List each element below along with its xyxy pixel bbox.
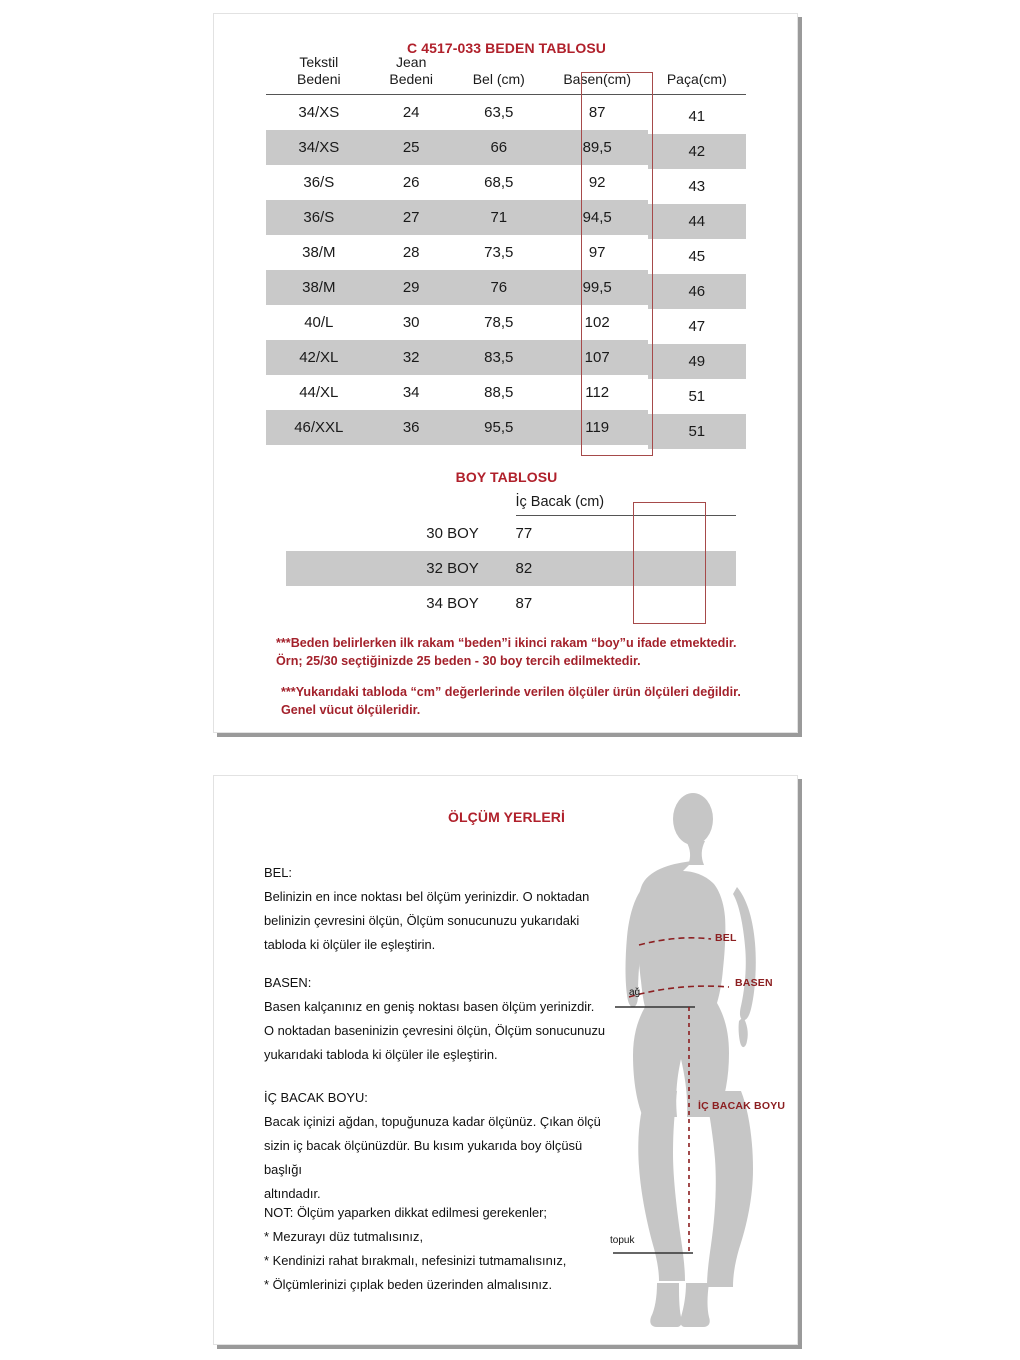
table-row (266, 130, 746, 165)
basen-heading: BASEN: (264, 975, 312, 990)
cell-ic-bacak: 87 (515, 595, 533, 612)
cell-bel: 78,5 (484, 314, 514, 332)
table-row (286, 516, 736, 552)
cell-bel: 73,5 (484, 244, 514, 262)
boy-table-title: BOY TABLOSU (455, 469, 558, 485)
header-jean-bedeni (372, 52, 451, 95)
note-line-3: * Kendinizi rahat bırakmalı, nefesinizi tutmamalısınız, (264, 1252, 567, 1268)
ic-bacak-line-1: Bacak içinizi ağdan, topuğunuza kadar ölçünüz. Çıkan ölçü (264, 1113, 601, 1129)
cell-bel: 71 (451, 200, 547, 235)
cell-basen: 107 (547, 340, 648, 375)
measurement-guide-card (213, 775, 798, 1345)
cell-paca: 46 (648, 274, 746, 309)
cell-jean: 28 (402, 244, 420, 262)
cell-basen: 89,5 (547, 130, 648, 165)
cell-ic-bacak: 82 (516, 551, 737, 586)
ic-bacak-heading: İÇ BACAK BOYU: (264, 1090, 368, 1105)
cell-basen: 99,5 (547, 270, 648, 305)
note-line-2: * Mezurayı düz tutmalısınız, (264, 1228, 424, 1244)
cell-paca: 41 (688, 108, 706, 126)
cell-tekstil: 46/XXL (266, 410, 372, 445)
ic-bacak-line-3: altındadır. (264, 1185, 321, 1201)
cell-boy: 34 BOY (426, 595, 479, 612)
cell-tekstil: 38/M (302, 244, 336, 262)
cell-basen: 112 (585, 384, 610, 402)
size-table-body (266, 95, 746, 446)
cell-jean: 32 (372, 340, 451, 375)
cell-bel: 95,5 (451, 410, 547, 445)
cell-paca: 44 (648, 204, 746, 239)
table-row (266, 200, 746, 235)
table-row (266, 305, 746, 340)
body-measurement-diagram (609, 791, 799, 1341)
cell-tekstil: 36/S (303, 174, 335, 192)
cell-bel: 88,5 (484, 384, 514, 402)
cell-jean: 30 (402, 314, 420, 332)
note-line-4: * Ölçümlerinizi çıplak beden üzerinden almalısınız. (264, 1276, 553, 1292)
cell-boy: 32 BOY (390, 551, 516, 586)
ic-bacak-line-2: sizin iç bacak ölçünüzdür. Bu kısım yukarıda boy ölçüsü başlığı (264, 1137, 583, 1177)
female-body-silhouette-icon (609, 791, 799, 1341)
measurement-note-block (264, 1201, 619, 1297)
cell-bel: 66 (451, 130, 547, 165)
bel-description-block (264, 861, 619, 957)
cell-spacer (286, 586, 390, 621)
table-row (286, 551, 736, 586)
basen-line-1: Basen kalçanınız en geniş noktası basen ölçüm yerinizdir. (264, 998, 595, 1014)
basen-line-2: O noktadan baseninizin çevresini ölçün, Ölçüm sonucunuzu (264, 1022, 606, 1038)
cell-paca: 51 (688, 388, 706, 406)
cell-jean: 24 (402, 104, 420, 122)
cell-tekstil: 42/XL (266, 340, 372, 375)
cell-tekstil: 34/XS (266, 130, 372, 165)
header-line-1: Tekstil (299, 54, 339, 70)
cell-basen: 102 (584, 314, 610, 332)
table-row (266, 340, 746, 375)
basen-description-block (264, 971, 619, 1067)
header-paca: Paça(cm) (648, 52, 746, 95)
cell-tekstil: 34/XS (298, 104, 340, 122)
header-tekstil-bedeni (266, 52, 372, 95)
cell-tekstil: 44/XL (299, 384, 339, 402)
table-row (286, 586, 736, 621)
figure-label-bel: BEL (715, 932, 737, 944)
cell-basen: 119 (547, 410, 648, 445)
header-ic-bacak: İç Bacak (cm) (516, 492, 737, 516)
figure-label-ag: ağ (629, 987, 641, 998)
note-2-line-1: ***Yukarıdaki tabloda “cm” değerlerinde verilen ölçüler ürün ölçüleri değildir. (281, 684, 741, 699)
boy-table-head (286, 492, 736, 516)
note-1-line-1: ***Beden belirlerken ilk rakam “beden”i ikinci rakam “boy”u ifade etmektedir. (276, 636, 737, 650)
cell-paca: 42 (648, 134, 746, 169)
header-line-1: Jean (396, 54, 427, 70)
cell-spacer (286, 551, 390, 586)
cell-jean: 29 (372, 270, 451, 305)
table-row (266, 235, 746, 270)
ic-bacak-description-block (264, 1086, 619, 1205)
note-2-line-2: Genel vücut ölçüleridir. (281, 702, 421, 717)
header-spacer (286, 492, 390, 516)
cell-bel: 83,5 (451, 340, 547, 375)
size-chart-card (213, 13, 798, 733)
boy-table (286, 492, 736, 621)
header-bel: Bel (cm) (451, 52, 547, 95)
size-table (266, 52, 746, 445)
cell-tekstil: 40/L (304, 314, 334, 332)
cell-jean: 34 (402, 384, 420, 402)
cell-paca: 47 (688, 318, 706, 336)
cell-jean: 26 (402, 174, 420, 192)
figure-label-basen: BASEN (735, 977, 773, 989)
cell-jean: 25 (372, 130, 451, 165)
boy-table-container (286, 492, 736, 621)
measurement-guide-title: ÖLÇÜM YERLERİ (448, 809, 565, 825)
note-line-1: NOT: Ölçüm yaparken dikkat edilmesi gerekenler; (264, 1205, 547, 1220)
cell-spacer (286, 516, 390, 552)
cell-bel: 76 (451, 270, 547, 305)
table-row (266, 270, 746, 305)
size-table-header-row (266, 52, 746, 95)
table-row (266, 165, 746, 200)
header-boy-blank (390, 492, 516, 516)
cell-tekstil: 36/S (266, 200, 372, 235)
note-block-1 (276, 634, 776, 671)
boy-table-header-row (286, 492, 736, 516)
size-table-container (266, 52, 746, 445)
cell-jean: 27 (372, 200, 451, 235)
note-block-2 (276, 683, 776, 720)
table-row (266, 410, 746, 445)
bel-line-2: belinizin çevresini ölçün, Ölçüm sonucunuzu yukarıdaki (264, 912, 580, 928)
table-row (266, 95, 746, 131)
cell-tekstil: 38/M (266, 270, 372, 305)
cell-bel: 63,5 (484, 104, 514, 122)
cell-basen: 97 (588, 244, 606, 262)
size-chart-title: C 4517-033 BEDEN TABLOSU (407, 40, 606, 56)
size-table-head (266, 52, 746, 95)
header-line-2: Bedeni (389, 71, 433, 88)
basen-line-3: yukarıdaki tabloda ki ölçüler ile eşleştirin. (264, 1046, 498, 1062)
cell-jean: 36 (372, 410, 451, 445)
figure-label-ic-bacak-boyu: İÇ BACAK BOYU (698, 1100, 786, 1112)
table-row (266, 375, 746, 410)
cell-paca: 43 (688, 178, 706, 196)
bel-heading: BEL: (264, 865, 292, 880)
cell-paca: 51 (648, 414, 746, 449)
bel-line-1: Belinizin en ince noktası bel ölçüm yerinizdir. O noktadan (264, 888, 590, 904)
header-line-2: Bedeni (297, 71, 341, 88)
bel-line-3: tabloda ki ölçüler ile eşleştirin. (264, 936, 436, 952)
cell-basen: 94,5 (547, 200, 648, 235)
cell-ic-bacak: 77 (515, 525, 533, 542)
figure-label-topuk: topuk (610, 1235, 635, 1246)
cell-paca: 49 (648, 344, 746, 379)
cell-basen: 92 (588, 174, 606, 192)
size-chart-notes (276, 634, 776, 719)
header-basen: Basen(cm) (547, 52, 648, 95)
boy-table-body (286, 516, 736, 622)
cell-bel: 68,5 (484, 174, 514, 192)
cell-basen: 87 (588, 104, 606, 122)
cell-paca: 45 (688, 248, 706, 266)
cell-boy: 30 BOY (426, 524, 479, 542)
note-1-line-2: Örn; 25/30 seçtiğinizde 25 beden - 30 boy tercih edilmektedir. (276, 654, 641, 669)
